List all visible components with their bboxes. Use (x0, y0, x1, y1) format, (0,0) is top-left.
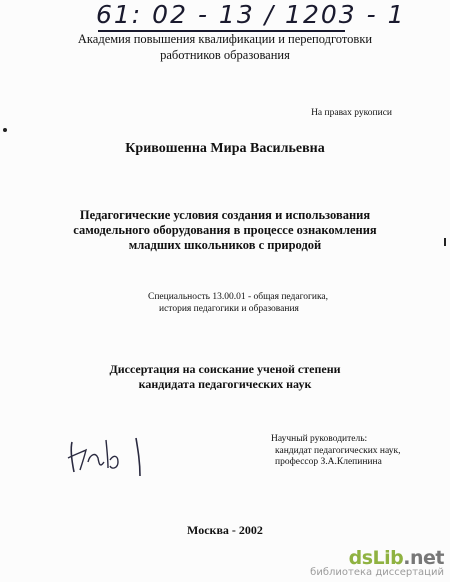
academy-header (0, 31, 450, 63)
catalog-code-text: 61: 02 - 13 / 1203 - 1 (96, 0, 406, 29)
rights-note: На правах рукописи (311, 108, 392, 118)
scan-mark-left (3, 128, 7, 132)
academy-line-2: работников образования (160, 48, 290, 62)
city-year: Москва - 2002 (187, 523, 263, 537)
scientific-supervisor (271, 434, 400, 469)
degree-line-2: кандидата педагогических наук (138, 377, 312, 391)
degree-statement (0, 362, 450, 392)
specialty-line-2: история педагогики и образования (159, 304, 299, 314)
supervisor-line-3: профессор З.А.Клепинина (275, 457, 382, 467)
academy-line-1: Академия повышения квалификации и переподготовки (77, 32, 373, 46)
supervisor-line-1: Научный руководитель: (271, 434, 368, 444)
watermark-logo: dsLib.net (348, 547, 444, 569)
title-line-3: младших школьников с природой (128, 238, 322, 252)
specialty-block (148, 291, 328, 315)
handwritten-catalog-code (96, 0, 405, 29)
author-name: Кривошенна Мира Васильевна (125, 141, 325, 156)
dissertation-title (0, 208, 450, 253)
handwritten-signature-icon (66, 432, 156, 480)
specialty-line-1: Специальность 13.00.01 - общая педагогика, (148, 292, 329, 302)
title-line-2: самодельного оборудования в процессе ознакомления (73, 223, 377, 237)
watermark-subtitle: библиотека диссертаций (310, 567, 444, 578)
watermark (310, 547, 444, 578)
title-line-1: Педагогические условия создания и использования (79, 208, 371, 222)
supervisor-line-2: кандидат педагогических наук, (275, 445, 401, 456)
degree-line-1: Диссертация на соискание ученой степени (109, 362, 341, 376)
